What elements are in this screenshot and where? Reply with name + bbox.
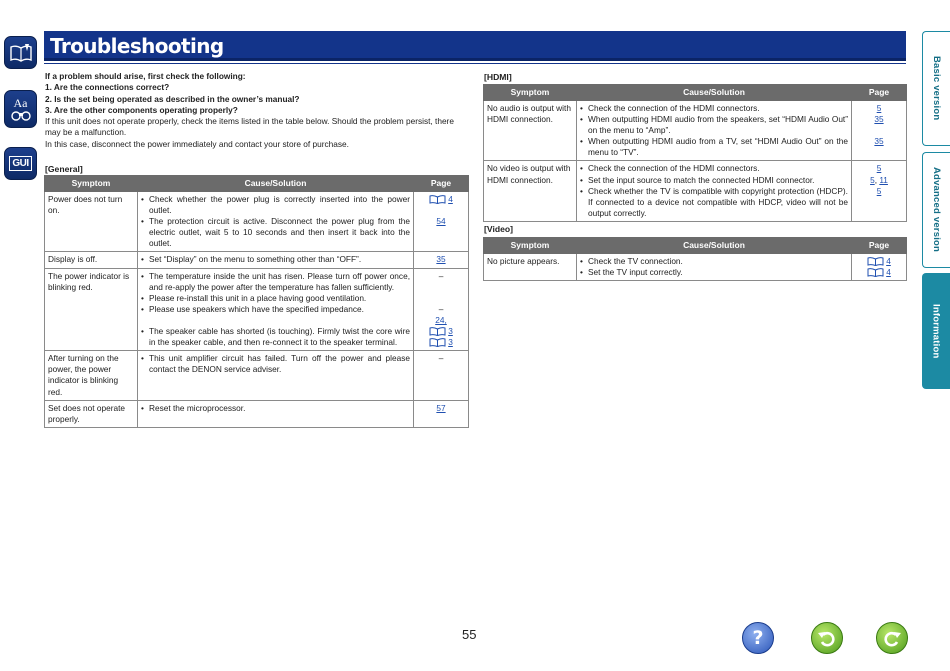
gui-icon: GUI [9, 156, 31, 171]
redo-arrow-icon [882, 628, 902, 648]
tab-basic-version[interactable] [922, 31, 950, 146]
col-symptom: Symptom [484, 85, 577, 101]
table-row [484, 101, 907, 161]
intro-text [45, 71, 468, 150]
page-link[interactable]: 11 [879, 174, 888, 185]
symptom-cell: Set does not operate properly. [45, 400, 138, 427]
page-link[interactable]: 5 [876, 163, 882, 174]
back-button[interactable] [811, 622, 843, 654]
table-row [45, 252, 469, 268]
cause-item: • The protection circuit is active. Disconnect the power plug from the electric outlet, wait 5 to 10 seconds and then insert it back into the outlet. [141, 216, 410, 249]
table-row [484, 254, 907, 281]
symptom-cell: No video is output with HDMI connection. [484, 161, 577, 221]
page-link-label: 4 [886, 267, 891, 278]
undo-arrow-icon [817, 628, 837, 648]
cause-item: • Check whether the power plug is correctly inserted into the power outlet. [141, 194, 410, 216]
cause-item: • Set “Display” on the menu to something other than “OFF”. [141, 254, 410, 265]
page-title: Troubleshooting [50, 34, 224, 58]
cause-item: • Reset the microprocessor. [141, 403, 410, 414]
hdmi-table [483, 84, 907, 222]
page-link[interactable]: 5 [876, 185, 882, 196]
col-page: Page [414, 176, 469, 192]
symptom-cell: No picture appears. [484, 254, 577, 281]
page-link[interactable]: 5 [876, 103, 882, 113]
cause-item: • Please re-install this unit in a place having good ventilation. [141, 293, 410, 304]
page-link[interactable] [852, 267, 906, 278]
intro-body-1: If this unit does not operate properly, check the items listed in the table below. Should the problem persist, there may be a malfunction. [45, 116, 454, 138]
page-link[interactable]: 35 [874, 136, 884, 147]
intro-lead: If a problem should arise, first check the following: [45, 71, 246, 81]
text-index-label: Aa [13, 95, 28, 110]
question-icon: ? [752, 627, 764, 649]
symptom-cell: No audio is output with HDMI connection. [484, 101, 577, 161]
page-dash: – [438, 270, 444, 281]
page-link-label: 3 [448, 326, 453, 337]
page-link[interactable]: 54 [436, 216, 446, 227]
book-icon [9, 43, 33, 63]
table-row: No video is output with HDMI connection. • Check the connection of the HDMI connectors. • Set the input source to match the connected HDMI connector. • Check whether the TV is compatible with copyright protection (HDCP). If connected to a device not compatible with HDCP, video will not be output correctly. 5 5, 11 5 [484, 161, 907, 221]
manual-book-icon [429, 338, 446, 347]
table-row [45, 400, 469, 427]
page-number: 55 [462, 627, 477, 642]
page-link[interactable]: 57 [436, 402, 446, 413]
page-link-label: 4 [886, 256, 891, 266]
table-row [45, 192, 469, 252]
cause-item: • Check the connection of the HDMI connectors. [580, 103, 848, 114]
general-table [44, 175, 469, 428]
title-bar [44, 31, 906, 61]
cause-item: • Set the TV input correctly. [580, 267, 848, 278]
cause-item: • The speaker cable has shorted (is touching). Firmly twist the core wire in the speaker cable, and then re-connect it to the speaker terminal. [141, 326, 410, 348]
forward-button[interactable] [876, 622, 908, 654]
page-link[interactable]: 24, [435, 314, 447, 325]
tab-information-label: Information [930, 303, 942, 359]
cause-item: • Please use speakers which have the specified impedance. [141, 304, 410, 315]
page-link[interactable] [852, 256, 906, 267]
col-page: Page [852, 238, 907, 254]
page-link[interactable]: 35 [436, 254, 446, 265]
manual-book-icon [429, 195, 446, 204]
page-link-label: 4 [448, 194, 453, 204]
video-section-title: [Video] [484, 224, 513, 234]
help-button[interactable] [742, 622, 774, 654]
page-link[interactable] [414, 337, 468, 348]
cause-item: • When outputting HDMI audio from a TV, set “HDMI Audio Out” on the menu to “TV”. [580, 136, 848, 158]
cause-item: • This unit amplifier circuit has failed. Turn off the power and please contact the DENON service adviser. [141, 353, 410, 375]
intro-check-3: 3. Are the other components operating properly? [45, 104, 238, 115]
gui-button[interactable] [4, 147, 37, 180]
general-section-title: [General] [45, 164, 83, 174]
table-row [45, 268, 469, 351]
video-table [483, 237, 907, 281]
cause-item: • The temperature inside the unit has risen. Please turn off power once, and re-apply the power after the temperature has fallen sufficiently. [141, 271, 410, 293]
symptom-cell: After turning on the power, the power indicator is blinking red. [45, 351, 138, 400]
page-link[interactable]: 35 [874, 114, 884, 125]
hdmi-section-title: [HDMI] [484, 72, 512, 82]
manual-book-icon [867, 257, 884, 266]
manual-book-icon [429, 327, 446, 336]
symptom-cell: Display is off. [45, 252, 138, 268]
tab-advanced-version[interactable] [922, 152, 950, 268]
manual-book-icon [867, 268, 884, 277]
col-cause: Cause/Solution [577, 85, 852, 101]
cause-item: • Check the connection of the HDMI connectors. [580, 163, 848, 174]
page-link[interactable]: 5 [870, 174, 875, 185]
symptom-cell: Power does not turn on. [45, 192, 138, 252]
tab-information[interactable] [922, 273, 950, 389]
col-cause: Cause/Solution [138, 176, 414, 192]
cause-item: • When outputting HDMI audio from the speakers, set “HDMI Audio Out” on the menu to “Amp”. [580, 114, 848, 136]
intro-check-2: 2. Is the set being operated as described in the owner’s manual? [45, 93, 300, 104]
page-dash: – [438, 353, 444, 364]
page-dash: – [438, 303, 444, 314]
intro-body-2: In this case, disconnect the power immediately and contact your store of purchase. [45, 138, 349, 149]
col-page: Page [852, 85, 907, 101]
binoculars-icon [11, 109, 31, 121]
cause-item: • Set the input source to match the connected HDMI connector. [580, 175, 848, 186]
page-link-label: 3 [448, 337, 453, 348]
table-row [45, 351, 469, 400]
col-cause: Cause/Solution [577, 238, 852, 254]
symptom-cell: The power indicator is blinking red. [45, 268, 138, 351]
contents-book-button[interactable] [4, 36, 37, 69]
title-rule [44, 63, 906, 64]
tab-advanced-version-label: Advanced version [931, 167, 942, 253]
cause-item: • Check whether the TV is compatible with copyright protection (HDCP). If connected to a device not compatible with HDCP, video will not be output correctly. [580, 186, 848, 219]
col-symptom: Symptom [45, 176, 138, 192]
intro-check-1: 1. Are the connections correct? [45, 82, 170, 93]
tab-basic-version-label: Basic version [931, 56, 942, 121]
cause-item: • Check the TV connection. [580, 256, 848, 267]
index-button[interactable] [4, 90, 37, 128]
page-link[interactable] [414, 326, 468, 337]
page-link[interactable] [414, 194, 468, 205]
col-symptom: Symptom [484, 238, 577, 254]
